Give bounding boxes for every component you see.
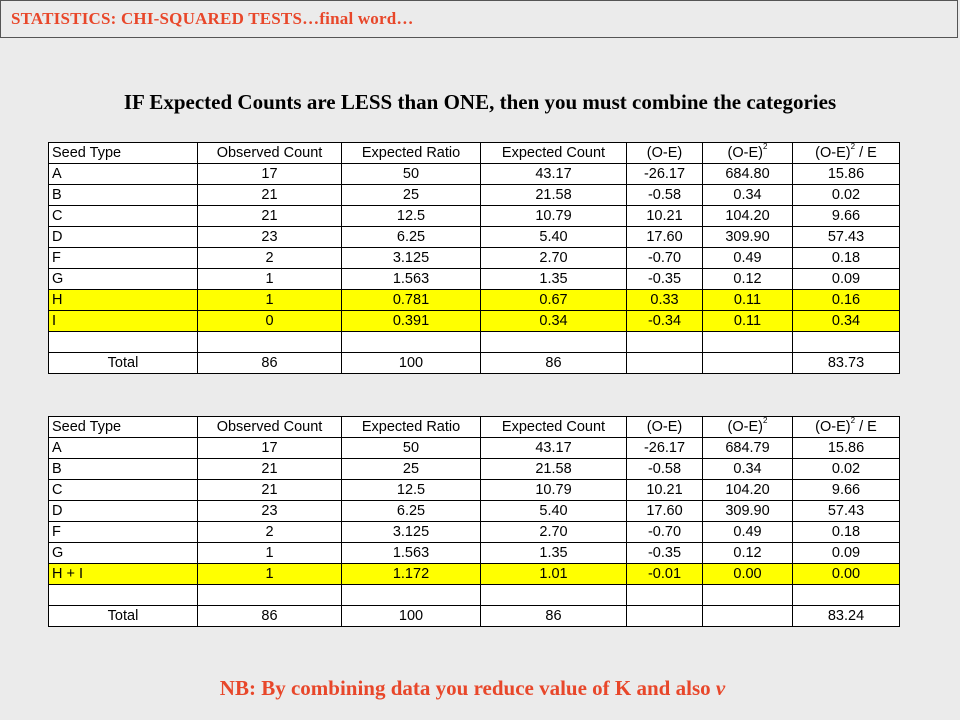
headline: IF Expected Counts are LESS than ONE, then you must combine the categories <box>123 90 837 114</box>
table-row <box>49 501 900 522</box>
table-cell: 50 <box>342 438 481 459</box>
table-cell: 0.09 <box>793 269 900 290</box>
total-cell: 86 <box>198 606 342 627</box>
table-cell: 1.563 <box>342 543 481 564</box>
table-cell: A <box>49 164 198 185</box>
header-box <box>0 0 958 38</box>
table-cell: -0.01 <box>627 564 703 585</box>
table-row <box>49 459 900 480</box>
table-cell <box>703 332 793 353</box>
table-cell: 1.172 <box>342 564 481 585</box>
table-cell: -0.34 <box>627 311 703 332</box>
table-cell: 15.86 <box>793 438 900 459</box>
total-cell: 100 <box>342 606 481 627</box>
table-cell: H + I <box>49 564 198 585</box>
total-label: Total <box>49 606 198 627</box>
table-cell: 0.49 <box>703 248 793 269</box>
table-row <box>49 522 900 543</box>
table-cell: 17 <box>198 164 342 185</box>
column-header: Seed Type <box>49 143 198 164</box>
table-cell: -0.58 <box>627 459 703 480</box>
column-header: (O-E) <box>627 143 703 164</box>
table-row <box>49 543 900 564</box>
column-header: Observed Count <box>198 417 342 438</box>
column-header-text: (O-E) <box>727 145 763 161</box>
total-cell: 83.24 <box>793 606 900 627</box>
table-cell <box>198 332 342 353</box>
chi-squared-table-original <box>48 142 900 374</box>
total-cell: 86 <box>198 353 342 374</box>
table-cell: 9.66 <box>793 206 900 227</box>
table-cell: 21 <box>198 206 342 227</box>
table-cell: 684.80 <box>703 164 793 185</box>
table-row <box>49 227 900 248</box>
table-cell <box>481 332 627 353</box>
table-cell: G <box>49 269 198 290</box>
table-cell: 2.70 <box>481 248 627 269</box>
table-cell: -0.70 <box>627 522 703 543</box>
table-cell: 2 <box>198 248 342 269</box>
superscript: 2 <box>762 142 768 152</box>
footnote <box>0 676 945 701</box>
table-cell: D <box>49 227 198 248</box>
total-label: Total <box>49 353 198 374</box>
table-cell: -26.17 <box>627 164 703 185</box>
table-cell: 0.11 <box>703 311 793 332</box>
table-cell: 0.34 <box>793 311 900 332</box>
table-cell: D <box>49 501 198 522</box>
column-header <box>793 143 900 164</box>
table-cell: 6.25 <box>342 501 481 522</box>
column-header: Expected Ratio <box>342 143 481 164</box>
table-cell: 3.125 <box>342 522 481 543</box>
table-cell: 21.58 <box>481 459 627 480</box>
table-cell <box>49 332 198 353</box>
table-cell: -26.17 <box>627 438 703 459</box>
table-cell: 1.01 <box>481 564 627 585</box>
total-row <box>49 606 900 627</box>
table-cell: 12.5 <box>342 480 481 501</box>
table-cell: 0.16 <box>793 290 900 311</box>
table-cell: 12.5 <box>342 206 481 227</box>
superscript: 2 <box>850 416 856 426</box>
table-cell: 10.21 <box>627 206 703 227</box>
column-header-text: (O-E) <box>815 419 851 435</box>
table-cell: 0.781 <box>342 290 481 311</box>
table-cell: 43.17 <box>481 438 627 459</box>
table-cell: 1.35 <box>481 269 627 290</box>
table-row <box>49 311 900 332</box>
table-cell: 10.21 <box>627 480 703 501</box>
table-cell: 3.125 <box>342 248 481 269</box>
table-cell: F <box>49 522 198 543</box>
table-cell: G <box>49 543 198 564</box>
column-header: Expected Count <box>481 417 627 438</box>
table-cell: B <box>49 185 198 206</box>
table-cell: 50 <box>342 164 481 185</box>
column-header-text: / E <box>855 145 877 161</box>
table-cell <box>703 585 793 606</box>
table-cell: 0.33 <box>627 290 703 311</box>
table-cell: 0.391 <box>342 311 481 332</box>
total-cell: 86 <box>481 606 627 627</box>
total-cell <box>703 606 793 627</box>
table-cell: -0.35 <box>627 543 703 564</box>
table-cell <box>793 585 900 606</box>
table-cell: 309.90 <box>703 227 793 248</box>
table-cell: 0.49 <box>703 522 793 543</box>
table-cell <box>342 332 481 353</box>
table-cell: -0.35 <box>627 269 703 290</box>
table-cell <box>627 585 703 606</box>
table-cell: 17.60 <box>627 227 703 248</box>
footnote-var: v <box>715 676 726 700</box>
table-cell: 0.00 <box>703 564 793 585</box>
table-cell: 17 <box>198 438 342 459</box>
table-cell: 104.20 <box>703 206 793 227</box>
table-body <box>49 417 900 627</box>
total-cell <box>627 606 703 627</box>
blank-row <box>49 332 900 353</box>
table-row <box>49 290 900 311</box>
table-cell: 57.43 <box>793 501 900 522</box>
table-cell: 2 <box>198 522 342 543</box>
table-cell: 0.02 <box>793 185 900 206</box>
table-cell: 0.18 <box>793 522 900 543</box>
table-cell: 57.43 <box>793 227 900 248</box>
table-cell: 9.66 <box>793 480 900 501</box>
table-cell: 0.18 <box>793 248 900 269</box>
table-cell: F <box>49 248 198 269</box>
table-cell: 0.34 <box>703 459 793 480</box>
table-cell: A <box>49 438 198 459</box>
footnote-text: NB: By combining data you reduce value of K and also <box>219 676 716 700</box>
table-cell: 25 <box>342 459 481 480</box>
column-header: Expected Count <box>481 143 627 164</box>
table-cell: 0.09 <box>793 543 900 564</box>
chi-squared-table-combined <box>48 416 900 627</box>
table-cell <box>481 585 627 606</box>
table-cell: 15.86 <box>793 164 900 185</box>
table-cell: 6.25 <box>342 227 481 248</box>
table-cell: 0 <box>198 311 342 332</box>
table-cell: 21 <box>198 185 342 206</box>
superscript: 2 <box>762 416 768 426</box>
table-row <box>49 564 900 585</box>
header-row <box>49 417 900 438</box>
table-cell <box>49 585 198 606</box>
total-cell <box>703 353 793 374</box>
table-cell: 21 <box>198 459 342 480</box>
table-row <box>49 248 900 269</box>
table-cell: 23 <box>198 501 342 522</box>
table-cell: 10.79 <box>481 480 627 501</box>
total-cell: 100 <box>342 353 481 374</box>
table-row <box>49 164 900 185</box>
table-cell: 25 <box>342 185 481 206</box>
table-cell: 21 <box>198 480 342 501</box>
table-row <box>49 438 900 459</box>
table-cell: 0.11 <box>703 290 793 311</box>
table-cell <box>342 585 481 606</box>
total-cell <box>627 353 703 374</box>
total-cell: 83.73 <box>793 353 900 374</box>
table-cell: 1 <box>198 564 342 585</box>
table-body <box>49 143 900 374</box>
table-cell: 104.20 <box>703 480 793 501</box>
table-cell: 0.34 <box>481 311 627 332</box>
table-cell <box>198 585 342 606</box>
table-row <box>49 185 900 206</box>
column-header: Seed Type <box>49 417 198 438</box>
total-row <box>49 353 900 374</box>
column-header-text: / E <box>855 419 877 435</box>
table-cell: 1.35 <box>481 543 627 564</box>
column-header <box>793 417 900 438</box>
column-header: Observed Count <box>198 143 342 164</box>
table-cell: 1 <box>198 543 342 564</box>
table-cell: 17.60 <box>627 501 703 522</box>
table-row <box>49 480 900 501</box>
table-cell <box>627 332 703 353</box>
table-cell: 1 <box>198 290 342 311</box>
table-cell: -0.58 <box>627 185 703 206</box>
table-row <box>49 269 900 290</box>
table-cell: 43.17 <box>481 164 627 185</box>
table-cell: 0.12 <box>703 543 793 564</box>
table-cell: 0.12 <box>703 269 793 290</box>
header-row <box>49 143 900 164</box>
table-row <box>49 206 900 227</box>
header-title: STATISTICS: CHI-SQUARED TESTS…final word… <box>11 9 414 28</box>
table-cell: 21.58 <box>481 185 627 206</box>
table-cell: 1.563 <box>342 269 481 290</box>
table-cell: C <box>49 480 198 501</box>
column-header-text: (O-E) <box>727 419 763 435</box>
table-cell: 0.02 <box>793 459 900 480</box>
column-header: Expected Ratio <box>342 417 481 438</box>
total-cell: 86 <box>481 353 627 374</box>
table-cell: 0.67 <box>481 290 627 311</box>
table-cell: 2.70 <box>481 522 627 543</box>
column-header-text: (O-E) <box>815 145 851 161</box>
column-header: (O-E) <box>627 417 703 438</box>
table-cell: 5.40 <box>481 501 627 522</box>
table-cell: -0.70 <box>627 248 703 269</box>
table-cell: H <box>49 290 198 311</box>
blank-row <box>49 585 900 606</box>
superscript: 2 <box>850 142 856 152</box>
table-cell: 684.79 <box>703 438 793 459</box>
table-cell: B <box>49 459 198 480</box>
table-cell: 309.90 <box>703 501 793 522</box>
column-header <box>703 417 793 438</box>
table-cell: 5.40 <box>481 227 627 248</box>
table-cell: 10.79 <box>481 206 627 227</box>
table-cell: 23 <box>198 227 342 248</box>
table-cell: 0.34 <box>703 185 793 206</box>
table-cell: C <box>49 206 198 227</box>
table-cell <box>793 332 900 353</box>
table-cell: 1 <box>198 269 342 290</box>
table-cell: I <box>49 311 198 332</box>
column-header <box>703 143 793 164</box>
table-cell: 0.00 <box>793 564 900 585</box>
